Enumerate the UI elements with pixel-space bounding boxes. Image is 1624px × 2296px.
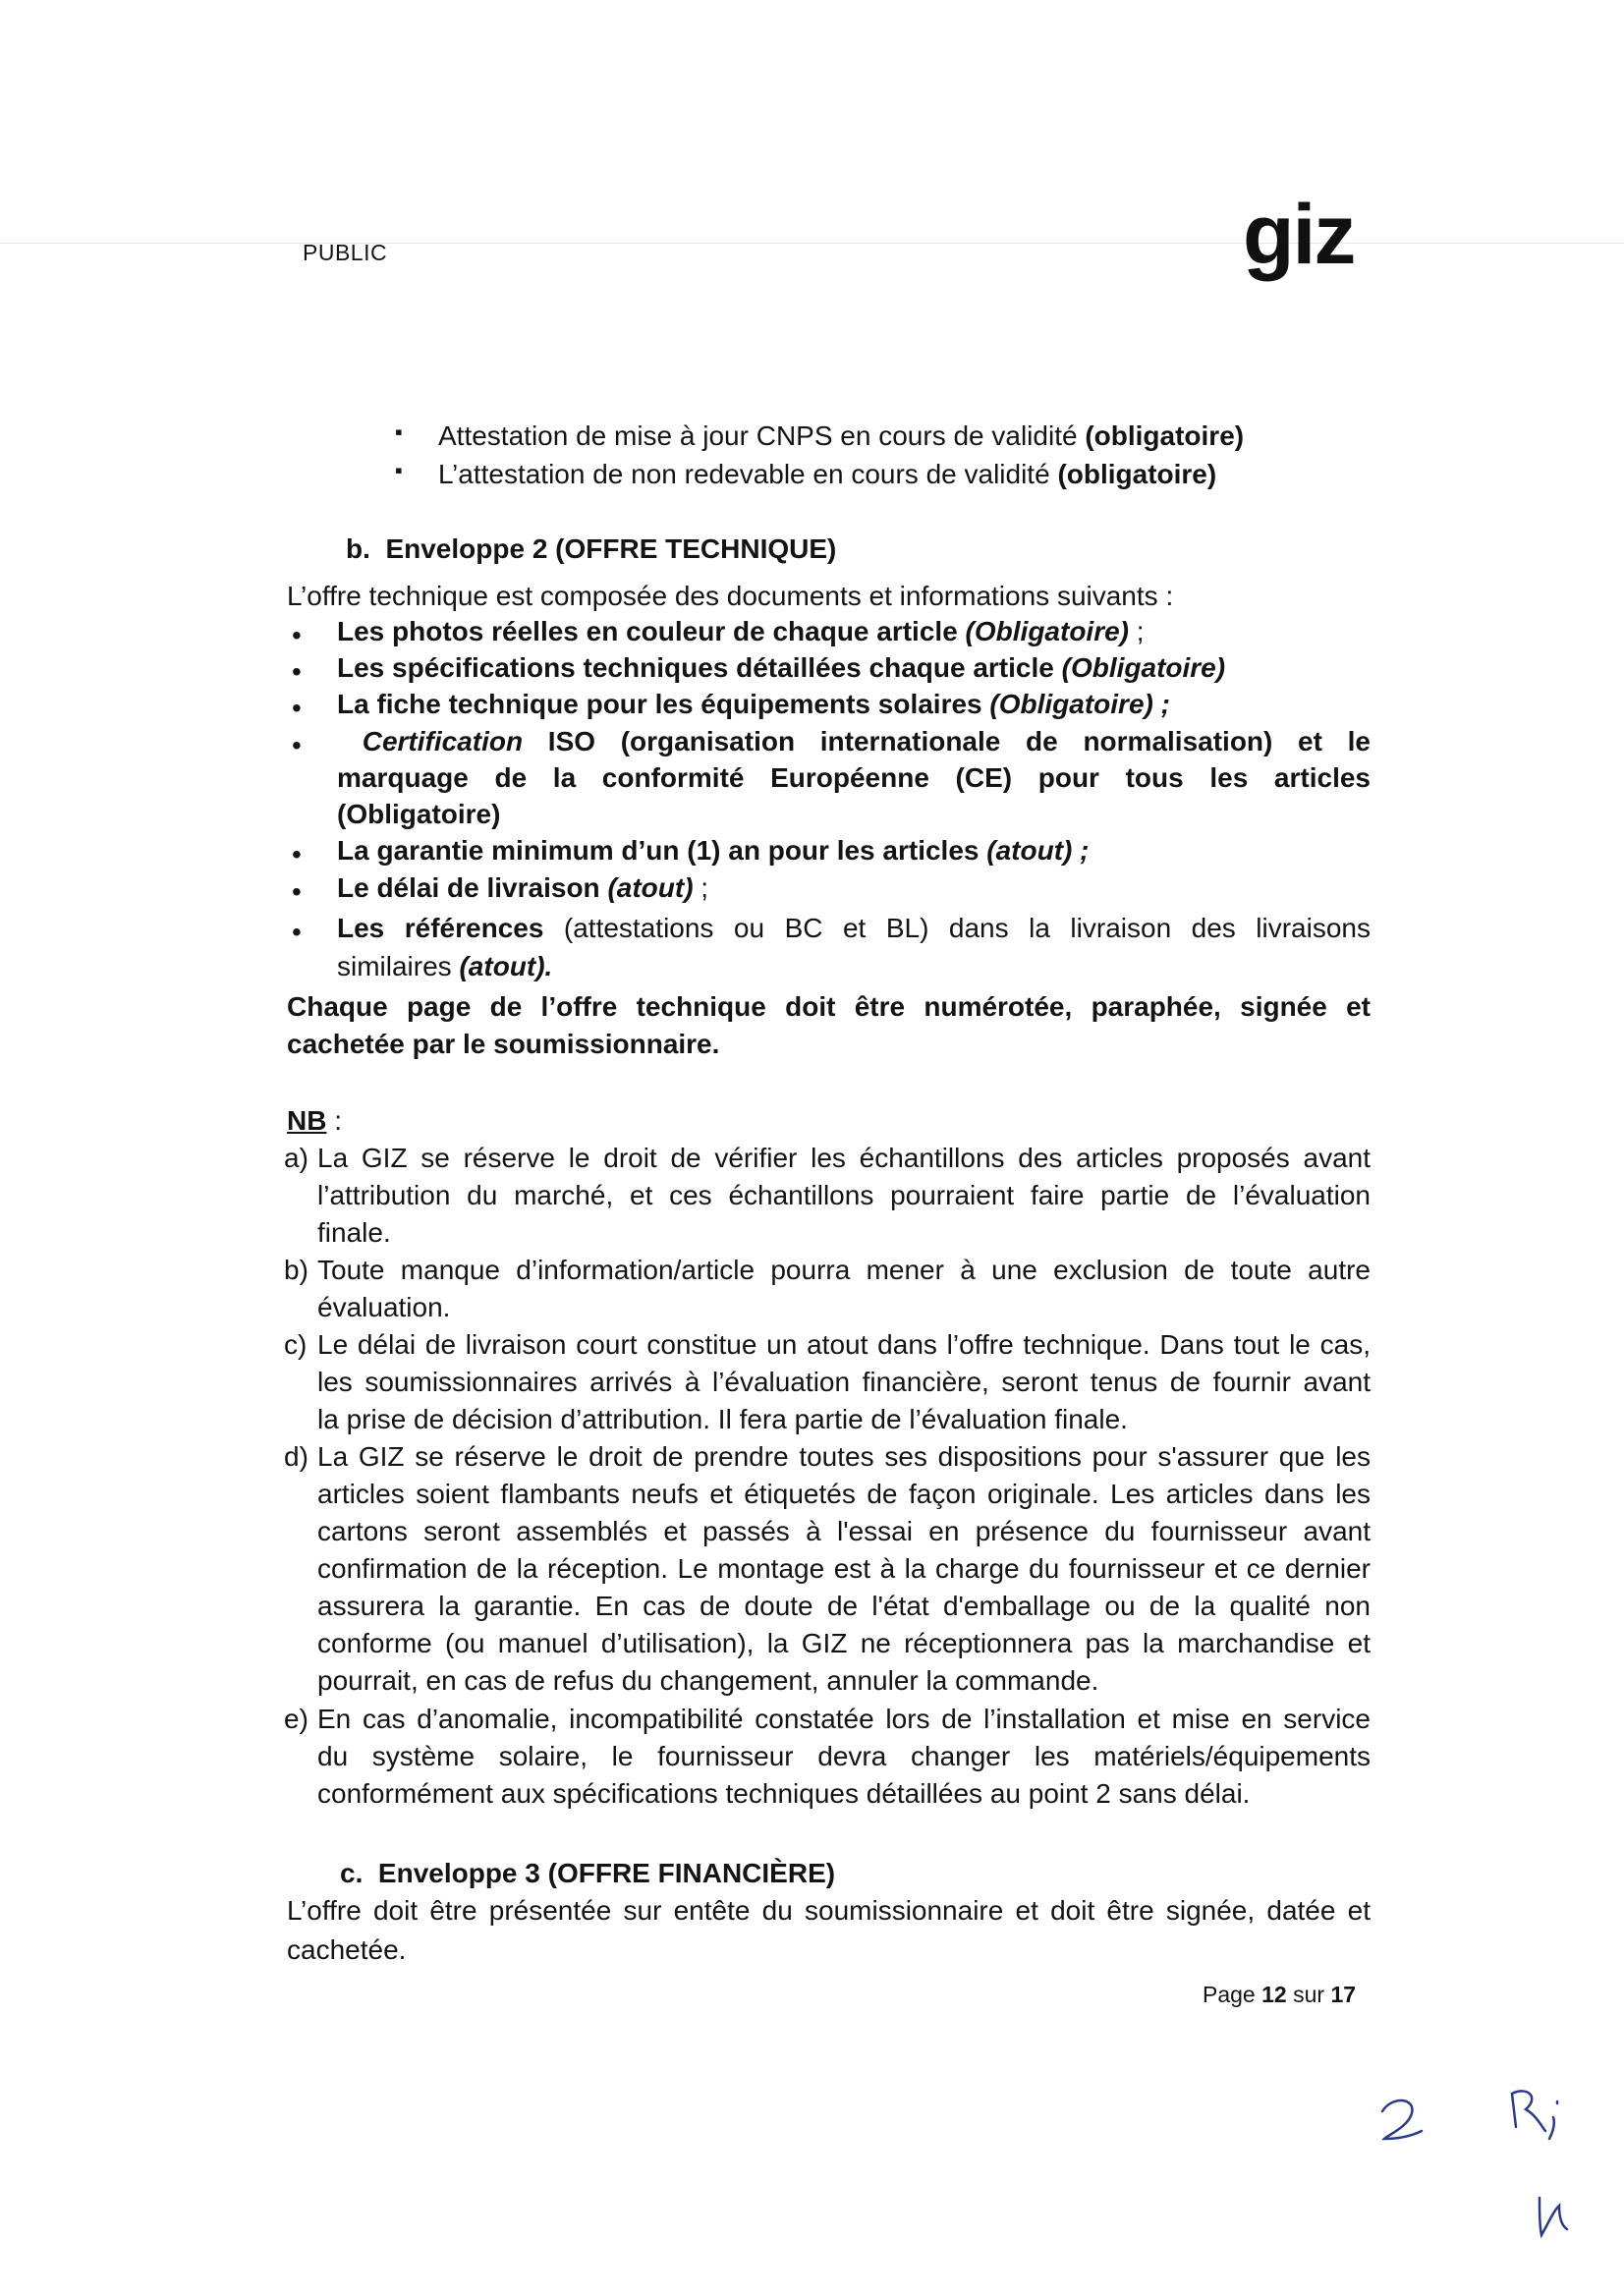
bullet-icon: ▪ — [395, 420, 403, 444]
nb-marker: b) — [284, 1255, 308, 1285]
closing-statement: Chaque page de l’offre technique doit être numérotée, paraphée, signée et — [287, 991, 1371, 1022]
initial-u-mark — [1540, 2198, 1567, 2235]
section-c-heading: c. Enveloppe 3 (OFFRE FINANCIÈRE) — [340, 1858, 836, 1888]
initial-i-mark — [1549, 2101, 1557, 2139]
section-b-heading: b. Enveloppe 2 (OFFRE TECHNIQUE) — [346, 533, 837, 564]
closing-statement-continuation: cachetée par le soumissionnaire. — [287, 1029, 720, 1059]
list-item: La garantie minimum d’un (1) an pour les articles (atout) ; — [337, 835, 1090, 866]
nb-item-d: La GIZ se réserve le droit de prendre toutes ses dispositions pour s'assurer que les — [317, 1441, 1371, 1472]
nb-item-d-line: conforme (ou manuel d’utilisation), la GIZ ne réceptionnera pas la marchandise et — [317, 1628, 1371, 1658]
nb-marker: a) — [284, 1143, 308, 1173]
nb-item-e: En cas d’anomalie, incompatibilité constatée lors de l’installation et mise en service — [317, 1704, 1371, 1734]
bullet-icon: • — [292, 656, 302, 687]
bullet-icon: • — [292, 730, 302, 760]
nb-item-d-line: pourrait, en cas de refus du changement, annuler la commande. — [317, 1665, 1099, 1696]
nb-item-b: Toute manque d’information/article pourra mener à une exclusion de toute autre — [317, 1255, 1371, 1285]
nb-item-d-line: cartons seront assemblés et passés à l'essai en présence du fournisseur avant — [317, 1516, 1371, 1546]
nb-item-d-line: assurera la garantie. En cas de doute de l'état d'emballage ou de la qualité non — [317, 1591, 1371, 1621]
bullet-icon: • — [292, 876, 302, 907]
list-item: Les références (attestations ou BC et BL) dans la livraison des livraisons — [337, 913, 1371, 943]
list-item-continuation: (Obligatoire) — [337, 799, 501, 829]
nb-item-c-line: la prise de décision d’attribution. Il fera partie de l’évaluation finale. — [317, 1404, 1128, 1434]
section-c-text-continuation: cachetée. — [287, 1934, 407, 1965]
nb-item-a-line: l’attribution du marché, et ces échantillons pourraient faire partie de l’évaluation — [317, 1180, 1371, 1210]
bullet-icon: • — [292, 839, 302, 869]
list-item: Le délai de livraison (atout) ; — [337, 872, 709, 903]
section-b-intro: L’offre technique est composée des documents et informations suivants : — [287, 581, 1174, 611]
nb-item-d-line: confirmation de la réception. Le montage est à la charge du fournisseur et ce dernier — [317, 1553, 1371, 1584]
bullet-icon: • — [292, 620, 302, 650]
nb-item-c-line: les soumissionnaires arrivés à l’évaluation financière, seront tenus de fournir avant — [317, 1367, 1371, 1397]
nb-item-a: La GIZ se réserve le droit de vérifier les échantillons des articles proposés avant — [317, 1143, 1371, 1173]
header-rule — [0, 243, 1624, 244]
bullet-icon: ▪ — [395, 458, 403, 482]
classification-label: PUBLIC — [303, 240, 388, 265]
initial-2-mark — [1382, 2100, 1422, 2139]
list-item-continuation: marquage de la conformité Européenne (CE) pour tous les articles — [337, 762, 1371, 793]
section-c-text: L’offre doit être présentée sur entête du soumissionnaire et doit être signée, datée et — [287, 1895, 1371, 1926]
nb-heading: NB : — [287, 1105, 343, 1136]
page-number: Page 12 sur 17 — [1203, 1982, 1357, 2007]
giz-logo: giz — [1243, 188, 1355, 282]
nb-item-b-line: évaluation. — [317, 1292, 451, 1322]
nb-item-a-line: finale. — [317, 1217, 391, 1248]
nb-marker: e) — [284, 1704, 308, 1734]
initial-r-mark — [1512, 2091, 1545, 2131]
list-item: Certification ISO (organisation internationale de normalisation) et le — [362, 726, 1372, 756]
nb-item-c: Le délai de livraison court constitue un atout dans l’offre technique. Dans tout le cas, — [317, 1329, 1371, 1360]
bullet-icon: • — [292, 693, 302, 723]
list-item-continuation: similaires (atout). — [337, 951, 553, 981]
handwritten-initials — [1371, 2088, 1596, 2274]
nb-item-e-line: du système solaire, le fournisseur devra changer les matériels/équipements — [317, 1741, 1371, 1771]
nb-marker: c) — [284, 1329, 308, 1360]
list-item: Les spécifications techniques détaillées chaque article (Obligatoire) — [337, 652, 1226, 683]
list-item: La fiche technique pour les équipements solaires (Obligatoire) ; — [337, 689, 1170, 719]
list-item: Attestation de mise à jour CNPS en cours de validité (obligatoire) — [438, 420, 1245, 451]
nb-item-e-line: conformément aux spécifications techniques détaillées au point 2 sans délai. — [317, 1778, 1251, 1809]
list-item: Les photos réelles en couleur de chaque article (Obligatoire) ; — [337, 616, 1145, 646]
nb-item-d-line: articles soient flambants neufs et étiquetés de façon originale. Les articles dans les — [317, 1479, 1371, 1509]
nb-marker: d) — [284, 1441, 308, 1472]
list-item: L’attestation de non redevable en cours de validité (obligatoire) — [438, 459, 1217, 489]
bullet-icon: • — [292, 917, 302, 947]
